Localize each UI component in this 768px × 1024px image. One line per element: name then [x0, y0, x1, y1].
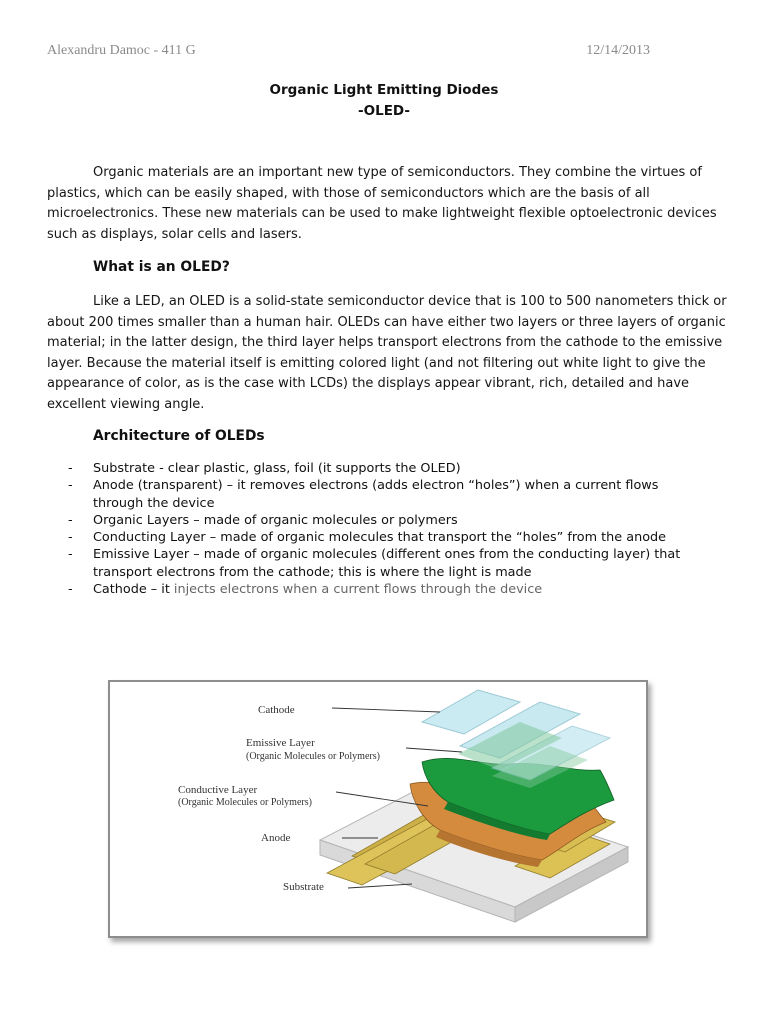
header-author: Alexandru Damoc - 411 G [47, 43, 196, 58]
section-heading-architecture: Architecture of OLEDs [93, 428, 265, 444]
list-item [47, 460, 707, 477]
bullet-dash: - [68, 512, 73, 528]
list-item [47, 546, 707, 581]
document-subtitle: -OLED- [358, 103, 410, 119]
bullet-dash: - [68, 582, 73, 598]
list-item-text: Anode (transparent) – it removes electrons (adds electron “holes”) when a current flows through the device [93, 478, 659, 511]
architecture-list [47, 460, 707, 598]
label-conductive: Conductive Layer [178, 784, 258, 796]
list-item-text: Organic Layers – made of organic molecules or polymers [93, 512, 458, 528]
label-emissive-sub: (Organic Molecules or Polymers) [246, 751, 380, 762]
list-item [47, 512, 707, 529]
label-anode: Anode [261, 832, 291, 844]
list-item-text: Substrate - clear plastic, glass, foil (it supports the OLED) [93, 461, 461, 476]
list-item [47, 581, 707, 598]
bullet-dash: - [68, 461, 73, 476]
document-title: Organic Light Emitting Diodes [269, 82, 499, 98]
section-heading-what-is-oled: What is an OLED? [93, 259, 230, 275]
bullet-dash: - [68, 530, 73, 546]
label-substrate: Substrate [283, 881, 324, 893]
list-item [47, 477, 707, 512]
list-item-text: Emissive Layer – made of organic molecules (different ones from the conducting layer) that transport electrons from the cathode; this is where the light is made [93, 547, 681, 580]
bullet-dash: - [68, 547, 73, 563]
bullet-dash: - [68, 478, 73, 494]
list-item [47, 529, 707, 546]
leader-line-substrate [348, 884, 412, 888]
list-item-text: Conducting Layer – made of organic molecules that transport the “holes” from the anode [93, 530, 667, 546]
list-item-text-dark: Cathode – it [93, 582, 170, 598]
intro-paragraph: Organic materials are an important new type of semiconductors. They combine the virtues of plastics, which can be easily shaped, with those of semiconductors which are the basis of all microelectronics. These new materials can be used to make lightweight flexible optoelectronic devices such as displays, solar cells and lasers. [47, 165, 717, 242]
leader-line-emissive [406, 748, 462, 752]
label-cathode: Cathode [258, 704, 295, 716]
what-is-oled-paragraph: Like a LED, an OLED is a solid-state semiconductor device that is 100 to 500 nanometers thick or about 200 times smaller than a human hair. OLEDs can have either two layers or three layers of organic material; in the latter design, the third layer helps transport electrons from the cathode to the emissive layer. Because the material itself is emitting colored light (and not filtering out white light to give the appearance of color, as is the case with LCDs) the displays appear vibrant, rich, detailed and have excellent viewing angle. [47, 294, 727, 412]
label-emissive: Emissive Layer [246, 737, 315, 749]
oled-layer-diagram [110, 682, 646, 936]
header-date: 12/14/2013 [586, 43, 650, 58]
label-conductive-sub: (Organic Molecules or Polymers) [178, 797, 312, 808]
leader-line-cathode [332, 708, 440, 712]
oled-architecture-figure [108, 680, 648, 938]
list-item-text-light: injects electrons when a current flows through the device [169, 582, 543, 598]
